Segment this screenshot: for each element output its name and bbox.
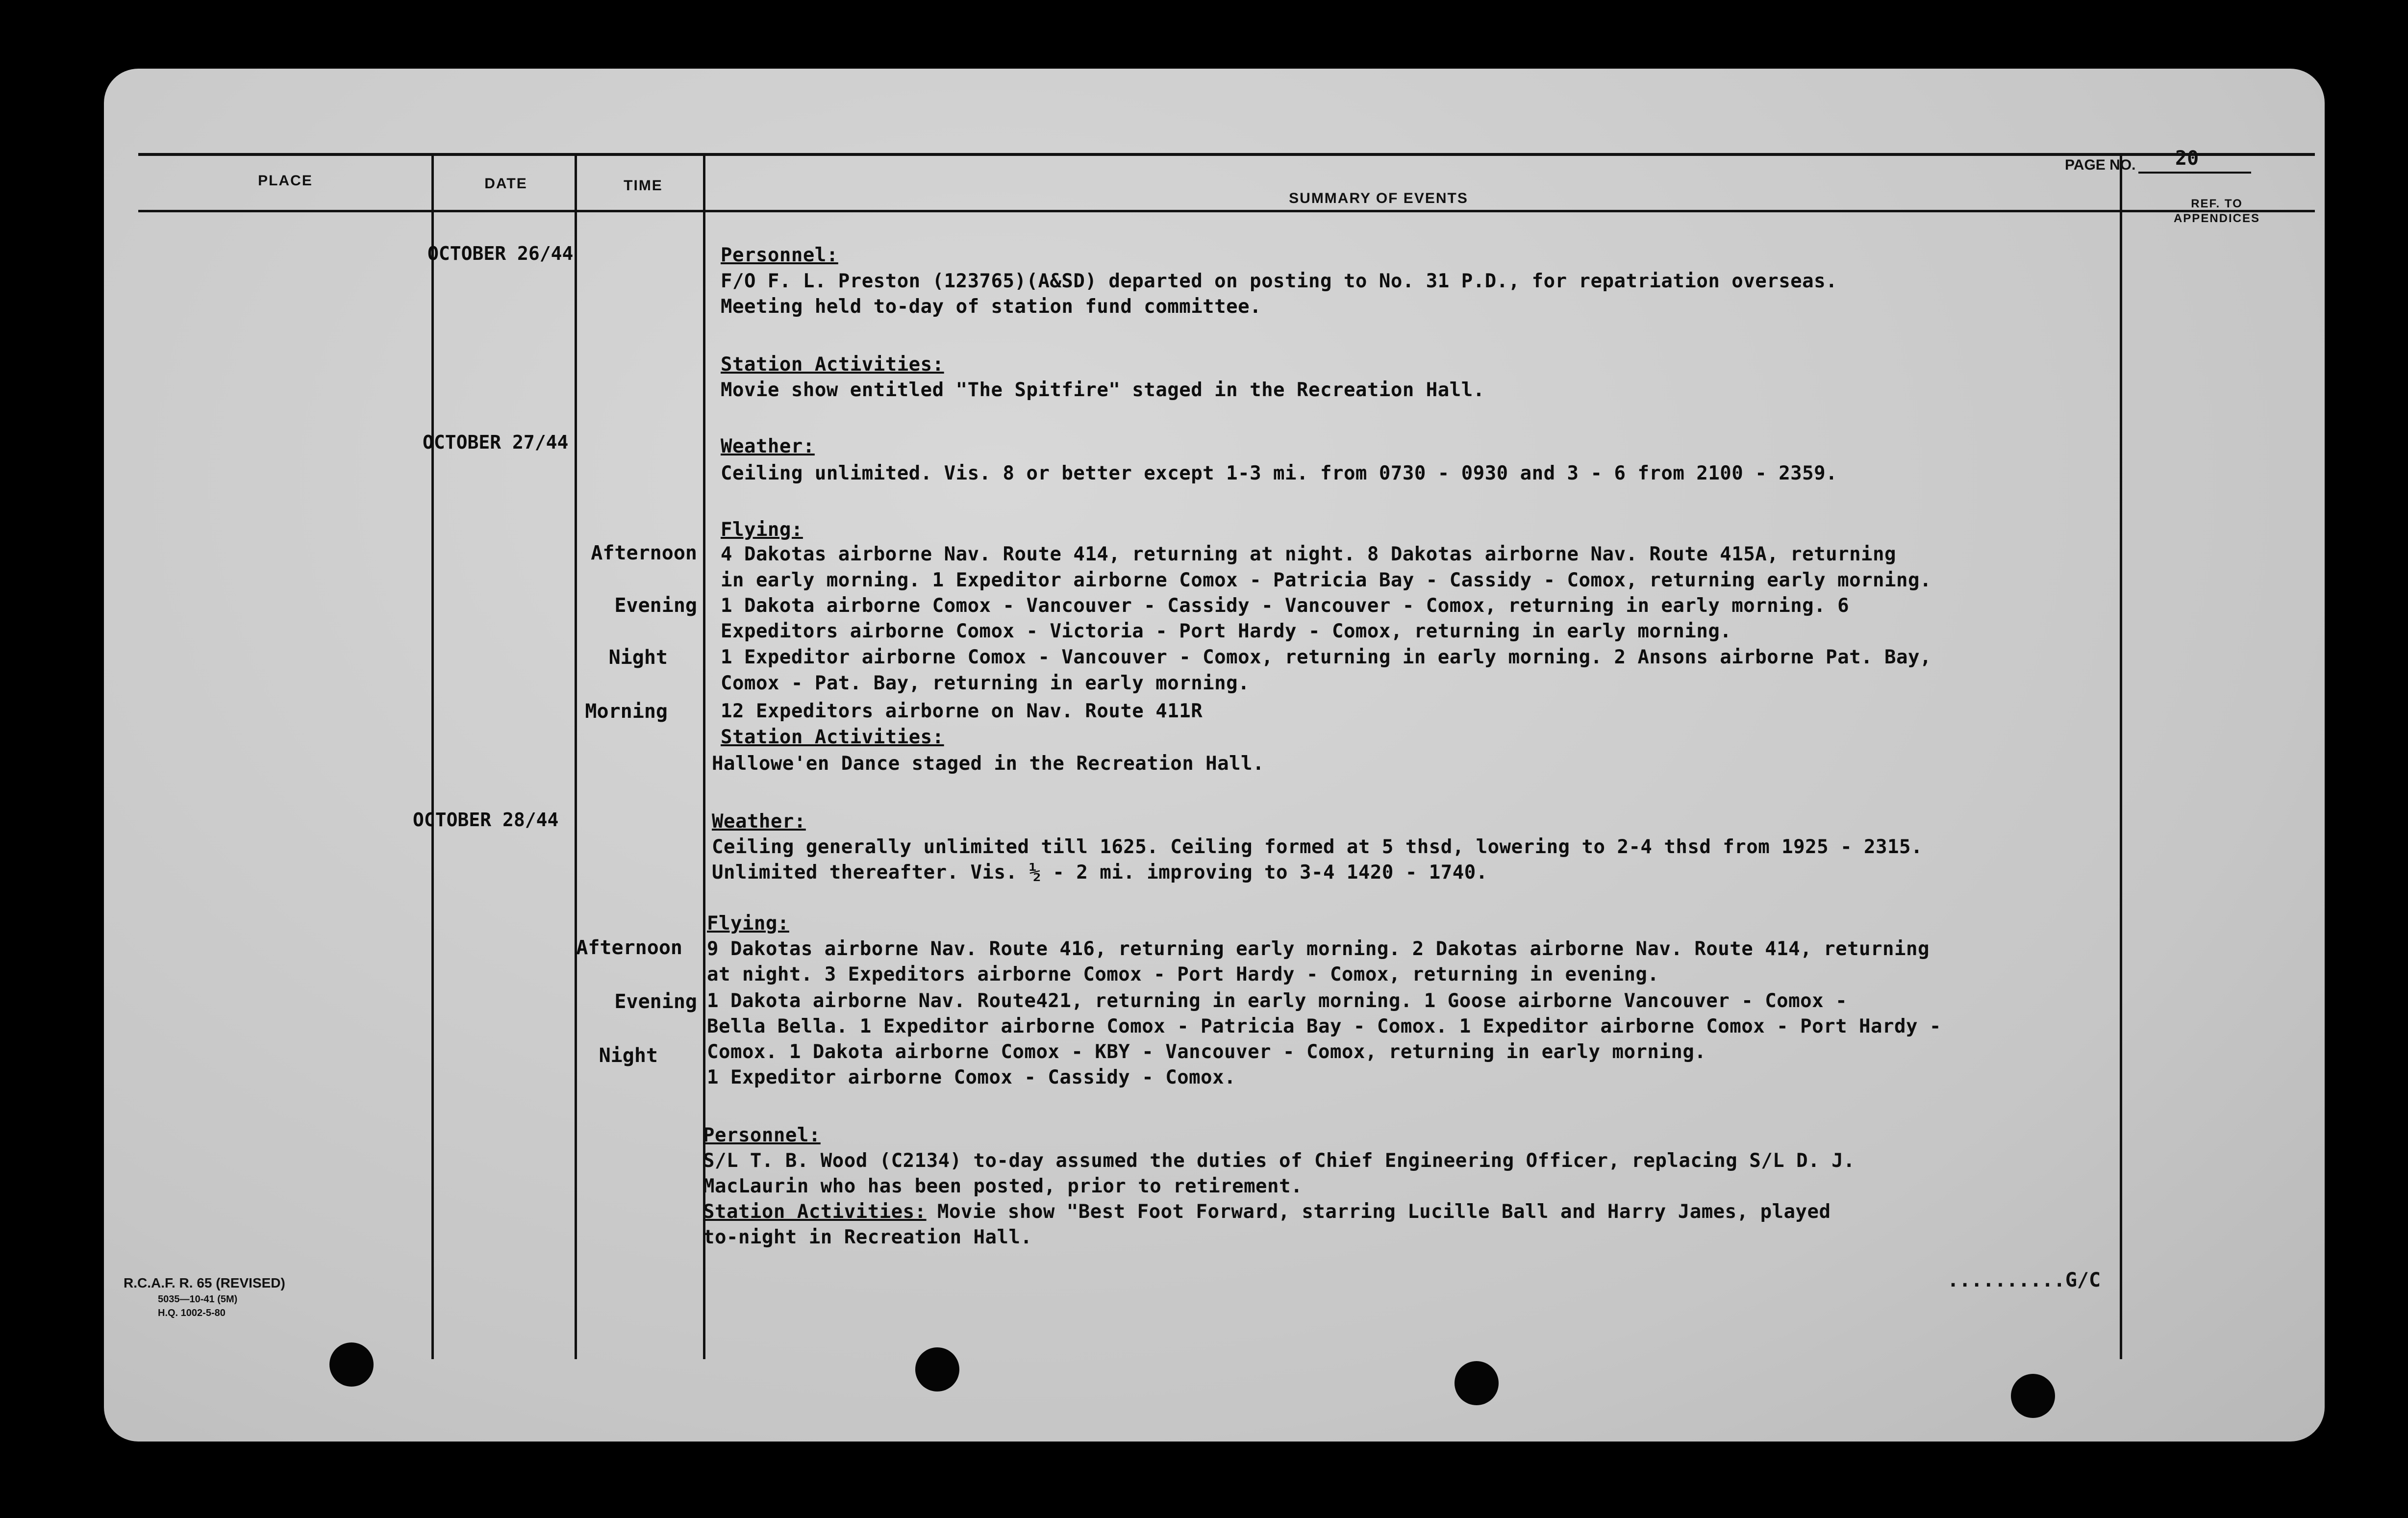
form-print-code: 5035—10-41 (5M) [158, 1294, 238, 1305]
commanding-officer-signature: ..........G/C [1947, 1269, 2101, 1291]
oct28-flying-line-3: 1 Dakota airborne Nav. Route421, returning in early morning. 1 Goose airborne Vancouver - Comox - [707, 990, 1848, 1012]
time-evening-oct27: Evening [614, 594, 697, 617]
oct28-weather-line-1: Ceiling generally unlimited till 1625. Ceiling formed at 5 thsd, lowering to 2-4 thsd from 1925 - 2315. [712, 836, 1923, 858]
date-october-28: OCTOBER 28/44 [413, 809, 559, 831]
form-hq-code: H.Q. 1002-5-80 [158, 1308, 226, 1318]
punch-hole-4 [2011, 1374, 2055, 1418]
time-evening-oct28: Evening [614, 990, 697, 1013]
oct27-flying-line-4: Expeditors airborne Comox - Victoria - Port Hardy - Comox, returning in early morning. [721, 620, 1732, 642]
oct28-flying-line-4: Bella Bella. 1 Expeditor airborne Comox - Patricia Bay - Comox. 1 Expeditor airborne Comox - Port Hardy - [707, 1015, 1941, 1037]
oct28-station-line-1: Movie show "Best Foot Forward, starring Lucille Ball and Harry James, played [937, 1201, 1831, 1223]
date-october-27: OCTOBER 27/44 [423, 431, 569, 453]
page-number: 20 [2175, 147, 2199, 170]
oct27-flying-line-3: 1 Dakota airborne Comox - Vancouver - Cassidy - Vancouver - Comox, returning in early morning. 6 [721, 595, 1850, 617]
header-ref-line1: REF. TO [2191, 197, 2243, 210]
oct26-personnel-line-2: Meeting held to-day of station fund committee. [721, 296, 1262, 318]
header-summary: SUMMARY OF EVENTS [1289, 190, 1468, 206]
oct27-flying-heading: Flying: [721, 519, 803, 541]
punch-hole-1 [329, 1342, 374, 1387]
oct28-personnel-line-1: S/L T. B. Wood (C2134) to-day assumed the duties of Chief Engineering Officer, replacing S/L D. J. [703, 1150, 1856, 1172]
oct28-station-heading: Station Activities: [703, 1201, 927, 1223]
oct27-station-line-1: Hallowe'en Dance staged in the Recreation Hall. [712, 753, 1265, 775]
column-rule-summary-ref [2120, 153, 2122, 1359]
page-number-underline [2138, 172, 2251, 174]
oct27-flying-line-7: 12 Expeditors airborne on Nav. Route 411R [721, 700, 1203, 722]
oct27-station-heading: Station Activities: [721, 726, 944, 748]
time-night-oct28: Night [599, 1044, 658, 1067]
form-number: R.C.A.F. R. 65 (REVISED) [124, 1275, 285, 1290]
punch-hole-2 [915, 1347, 959, 1392]
column-rule-place-date [431, 153, 434, 1359]
oct27-weather-line-1: Ceiling unlimited. Vis. 8 or better except 1-3 mi. from 0730 - 0930 and 3 - 6 from 2100 - 2359. [721, 462, 1838, 484]
oct27-weather-heading: Weather: [721, 435, 815, 457]
header-top-rule [138, 153, 2315, 156]
oct28-flying-line-1: 9 Dakotas airborne Nav. Route 416, returning early morning. 2 Dakotas airborne Nav. Route 414, returning [707, 938, 1930, 960]
oct26-station-heading: Station Activities: [721, 354, 944, 376]
header-place: PLACE [258, 173, 313, 189]
oct26-personnel-heading: Personnel: [721, 244, 838, 266]
page-number-label: PAGE NO. [2065, 157, 2136, 173]
oct27-flying-line-5: 1 Expeditor airborne Comox - Vancouver - Comox, returning in early morning. 2 Ansons airborne Pat. Bay, [721, 646, 1931, 668]
header-time: TIME [624, 177, 663, 194]
oct27-flying-line-6: Comox - Pat. Bay, returning in early morning. [721, 672, 1250, 694]
oct26-personnel-line-1: F/O F. L. Preston (123765)(A&SD) departed on posting to No. 31 P.D., for repatriation overseas. [721, 270, 1838, 292]
time-afternoon-oct27: Afternoon [591, 542, 697, 564]
oct28-personnel-line-2: MacLaurin who has been posted, prior to retirement. [703, 1175, 1303, 1197]
oct28-flying-line-2: at night. 3 Expeditors airborne Comox - Port Hardy - Comox, returning in evening. [707, 963, 1659, 986]
oct28-station-line-2: to-night in Recreation Hall. [703, 1226, 1032, 1248]
oct28-flying-heading: Flying: [707, 912, 789, 935]
oct28-flying-line-5: Comox. 1 Dakota airborne Comox - KBY - Vancouver - Comox, returning in early morning. [707, 1041, 1706, 1063]
oct27-flying-line-1: 4 Dakotas airborne Nav. Route 414, returning at night. 8 Dakotas airborne Nav. Route 415A, returning [721, 543, 1896, 565]
header-bottom-rule [138, 210, 2315, 212]
oct28-flying-line-6: 1 Expeditor airborne Comox - Cassidy - Comox. [707, 1066, 1236, 1088]
oct27-flying-line-2: in early morning. 1 Expeditor airborne Comox - Patricia Bay - Cassidy - Comox, returning early morning. [721, 569, 1931, 591]
oct28-weather-line-2: Unlimited thereafter. Vis. ½ - 2 mi. improving to 3-4 1420 - 1740. [712, 861, 1488, 884]
oct28-personnel-heading: Personnel: [703, 1124, 821, 1146]
time-morning-oct27: Morning [585, 700, 668, 723]
column-rule-date-time [575, 153, 577, 1359]
time-afternoon-oct28: Afternoon [576, 936, 682, 959]
header-date: DATE [484, 176, 527, 192]
oct26-station-line-1: Movie show entitled "The Spitfire" staged in the Recreation Hall. [721, 379, 1485, 401]
oct28-weather-heading: Weather: [712, 810, 806, 833]
record-sheet [104, 69, 2325, 1442]
date-october-26: OCTOBER 26/44 [427, 243, 574, 264]
header-ref-line2: APPENDICES [2173, 212, 2260, 225]
punch-hole-3 [1455, 1361, 1499, 1405]
time-night-oct27: Night [608, 646, 668, 669]
